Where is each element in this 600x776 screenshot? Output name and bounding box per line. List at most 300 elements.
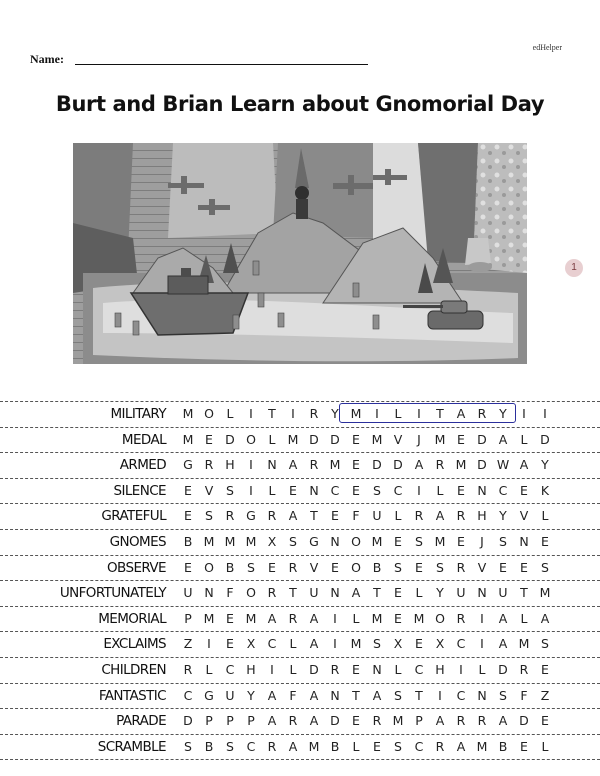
puzzle-letter[interactable]: L — [478, 661, 486, 677]
puzzle-letter[interactable]: M — [182, 406, 194, 421]
puzzle-letter[interactable]: X — [393, 636, 403, 652]
puzzle-letter[interactable]: I — [438, 687, 442, 703]
puzzle-letter[interactable]: N — [477, 687, 487, 703]
puzzle-letter[interactable]: O — [246, 585, 256, 601]
puzzle-letter[interactable]: M — [539, 585, 551, 601]
puzzle-letter[interactable]: B — [330, 738, 340, 754]
puzzle-letter[interactable]: C — [267, 636, 277, 652]
letter-strip — [178, 713, 598, 731]
puzzle-letter[interactable]: A — [435, 508, 445, 524]
letter-strip — [178, 560, 598, 578]
puzzle-letter[interactable]: E — [205, 431, 213, 447]
puzzle-letter[interactable]: L — [352, 610, 360, 626]
puzzle-row — [0, 580, 600, 606]
puzzle-letter[interactable]: I — [522, 406, 526, 421]
puzzle-letter[interactable]: A — [309, 610, 319, 626]
puzzle-letter[interactable]: S — [226, 738, 234, 754]
puzzle-letter[interactable]: N — [309, 482, 319, 498]
puzzle-letter[interactable]: V — [204, 482, 214, 498]
puzzle-letter[interactable]: M — [245, 610, 257, 626]
name-row — [30, 52, 370, 66]
puzzle-letter[interactable]: B — [204, 738, 214, 754]
puzzle-letter[interactable]: U — [456, 585, 466, 601]
puzzle-letter[interactable]: A — [267, 713, 277, 729]
puzzle-letter[interactable]: R — [372, 713, 382, 729]
puzzle-letter[interactable]: P — [184, 610, 192, 626]
puzzle-letter[interactable]: O — [246, 431, 256, 447]
puzzle-letter[interactable]: I — [480, 610, 484, 626]
puzzle-letter[interactable]: O — [351, 533, 361, 549]
puzzle-letter[interactable]: E — [352, 457, 360, 473]
puzzle-letter[interactable]: E — [457, 482, 465, 498]
vocab-word: GRATEFUL — [101, 508, 166, 525]
puzzle-letter[interactable]: I — [333, 610, 337, 626]
letter-strip — [178, 636, 598, 654]
puzzle-letter[interactable]: D — [519, 713, 529, 729]
puzzle-letter[interactable]: M — [518, 636, 530, 652]
puzzle-letter[interactable]: R — [267, 738, 277, 754]
vocab-word: MEMORIAL — [98, 610, 166, 627]
puzzle-letter[interactable]: W — [496, 457, 510, 473]
letter-strip — [178, 483, 598, 501]
puzzle-letter[interactable]: S — [499, 687, 507, 703]
puzzle-letter[interactable]: M — [203, 533, 215, 549]
puzzle-letter[interactable]: R — [267, 585, 277, 601]
puzzle-letter[interactable]: N — [372, 661, 382, 677]
puzzle-letter[interactable]: A — [456, 406, 466, 421]
puzzle-letter[interactable]: T — [289, 585, 297, 601]
puzzle-letter[interactable]: G — [204, 687, 214, 703]
puzzle-letter[interactable]: C — [456, 687, 466, 703]
puzzle-letter[interactable]: N — [330, 533, 340, 549]
puzzle-letter[interactable]: L — [205, 661, 213, 677]
puzzle-letter[interactable]: E — [352, 661, 360, 677]
puzzle-letter[interactable]: T — [373, 585, 381, 601]
puzzle-letter[interactable]: K — [540, 482, 550, 498]
puzzle-letter[interactable]: S — [184, 738, 192, 754]
name-label: Name: — [30, 52, 64, 66]
puzzle-letter[interactable]: I — [291, 406, 295, 421]
puzzle-letter[interactable]: Y — [499, 508, 507, 524]
puzzle-letter[interactable]: D — [225, 431, 235, 447]
puzzle-letter[interactable]: J — [417, 431, 421, 447]
puzzle-letter[interactable]: M — [224, 533, 236, 549]
puzzle-letter[interactable]: E — [373, 738, 381, 754]
puzzle-letter[interactable]: F — [226, 585, 234, 601]
puzzle-letter[interactable]: G — [246, 508, 256, 524]
puzzle-letter[interactable]: I — [270, 661, 274, 677]
puzzle-letter[interactable]: R — [225, 508, 235, 524]
puzzle-letter[interactable]: J — [480, 533, 484, 549]
puzzle-letter[interactable]: R — [477, 713, 487, 729]
letter-strip — [178, 739, 598, 757]
letter-strip — [178, 662, 598, 680]
puzzle-letter[interactable]: A — [309, 636, 319, 652]
puzzle-letter[interactable]: I — [417, 482, 421, 498]
vocab-word: MILITARY — [110, 406, 166, 422]
puzzle-letter[interactable]: T — [436, 406, 444, 421]
puzzle-letter[interactable]: E — [352, 713, 360, 729]
puzzle-letter[interactable]: C — [393, 482, 403, 498]
puzzle-letter[interactable]: D — [330, 713, 340, 729]
letter-strip — [178, 534, 598, 552]
puzzle-letter[interactable]: V — [519, 508, 529, 524]
puzzle-letter[interactable]: L — [226, 406, 234, 421]
puzzle-row — [0, 708, 600, 734]
puzzle-letter[interactable]: O — [204, 406, 214, 421]
puzzle-letter[interactable]: H — [435, 661, 445, 677]
puzzle-letter[interactable]: E — [226, 610, 234, 626]
puzzle-letter[interactable]: N — [330, 585, 340, 601]
name-entry-line[interactable] — [75, 64, 368, 65]
puzzle-letter[interactable]: D — [330, 431, 340, 447]
puzzle-letter[interactable]: E — [184, 559, 192, 575]
puzzle-letter[interactable]: D — [477, 431, 487, 447]
puzzle-letter[interactable]: I — [249, 457, 253, 473]
puzzle-letter[interactable]: E — [394, 533, 402, 549]
puzzle-letter[interactable]: M — [371, 610, 383, 626]
puzzle-letter[interactable]: E — [352, 482, 360, 498]
puzzle-letter[interactable]: C — [183, 687, 193, 703]
puzzle-letter[interactable]: R — [414, 508, 424, 524]
puzzle-letter[interactable]: I — [480, 636, 484, 652]
puzzle-letter[interactable]: R — [267, 508, 277, 524]
puzzle-letter[interactable]: M — [182, 431, 194, 447]
puzzle-letter[interactable]: L — [541, 738, 549, 754]
puzzle-letter[interactable]: D — [540, 431, 550, 447]
puzzle-letter[interactable]: S — [373, 636, 381, 652]
puzzle-letter[interactable]: A — [267, 687, 277, 703]
puzzle-letter[interactable]: A — [372, 687, 382, 703]
puzzle-letter[interactable]: A — [267, 610, 277, 626]
puzzle-letter[interactable]: D — [183, 713, 193, 729]
puzzle-letter[interactable]: L — [289, 661, 297, 677]
puzzle-letter[interactable]: O — [435, 610, 445, 626]
puzzle-letter[interactable]: E — [268, 559, 276, 575]
vocab-word: PARADE — [116, 713, 166, 730]
puzzle-letter[interactable]: L — [394, 508, 402, 524]
puzzle-letter[interactable]: I — [333, 636, 337, 652]
puzzle-letter[interactable]: L — [394, 406, 402, 421]
puzzle-letter[interactable]: R — [309, 457, 319, 473]
puzzle-row — [0, 734, 600, 761]
puzzle-letter[interactable]: E — [520, 559, 528, 575]
letter-strip — [178, 688, 598, 706]
puzzle-letter[interactable]: C — [456, 636, 466, 652]
vocab-word: FANTASTIC — [98, 687, 166, 704]
puzzle-letter[interactable]: N — [204, 585, 214, 601]
puzzle-letter[interactable]: Y — [331, 406, 339, 421]
vocab-word: MEDAL — [121, 431, 166, 448]
story-illustration — [73, 143, 527, 364]
puzzle-letter[interactable]: A — [414, 457, 424, 473]
letter-strip — [178, 432, 598, 450]
puzzle-letter[interactable]: M — [434, 533, 446, 549]
puzzle-row — [0, 478, 600, 504]
puzzle-letter[interactable]: A — [456, 738, 466, 754]
puzzle-letter[interactable]: R — [435, 738, 445, 754]
puzzle-letter[interactable]: D — [477, 457, 487, 473]
puzzle-letter[interactable]: R — [477, 406, 487, 421]
puzzle-letter[interactable]: L — [520, 610, 528, 626]
puzzle-letter[interactable]: M — [308, 738, 320, 754]
puzzle-letter[interactable]: F — [289, 687, 297, 703]
puzzle-letter[interactable]: E — [415, 559, 423, 575]
puzzle-letter[interactable]: P — [226, 713, 234, 729]
puzzle-letter[interactable]: T — [352, 687, 360, 703]
puzzle-letter[interactable]: R — [435, 457, 445, 473]
puzzle-letter[interactable]: T — [415, 687, 423, 703]
puzzle-letter[interactable]: Y — [247, 687, 255, 703]
puzzle-letter[interactable]: R — [288, 713, 298, 729]
puzzle-letter[interactable]: A — [309, 687, 319, 703]
puzzle-letter[interactable]: N — [477, 482, 487, 498]
puzzle-letter[interactable]: M — [434, 431, 446, 447]
puzzle-letter[interactable]: E — [289, 482, 297, 498]
puzzle-letter[interactable]: S — [394, 559, 402, 575]
puzzle-row — [0, 631, 600, 657]
puzzle-letter[interactable]: D — [372, 457, 382, 473]
puzzle-letter[interactable]: T — [310, 508, 318, 524]
puzzle-letter[interactable]: A — [540, 610, 550, 626]
puzzle-letter[interactable]: A — [288, 508, 298, 524]
puzzle-letter[interactable]: L — [289, 636, 297, 652]
puzzle-letter[interactable]: L — [394, 661, 402, 677]
puzzle-row — [0, 657, 600, 683]
puzzle-letter[interactable]: D — [498, 661, 508, 677]
puzzle-letter[interactable]: I — [249, 482, 253, 498]
puzzle-letter[interactable]: L — [352, 738, 360, 754]
vocab-word: UNFORTUNATELY — [59, 585, 166, 602]
puzzle-letter[interactable]: H — [477, 508, 487, 524]
puzzle-row — [0, 529, 600, 555]
puzzle-letter[interactable]: F — [520, 687, 528, 703]
puzzle-letter[interactable]: Y — [436, 585, 444, 601]
puzzle-letter[interactable]: N — [477, 585, 487, 601]
puzzle-letter[interactable]: R — [456, 559, 466, 575]
puzzle-letter[interactable]: E — [541, 713, 549, 729]
puzzle-row — [0, 503, 600, 529]
puzzle-letter[interactable]: S — [394, 687, 402, 703]
puzzle-letter[interactable]: E — [415, 636, 423, 652]
page-number-badge: 1 — [565, 259, 583, 277]
puzzle-letter[interactable]: B — [183, 533, 193, 549]
puzzle-letter[interactable]: C — [414, 661, 424, 677]
puzzle-letter[interactable]: C — [246, 738, 256, 754]
puzzle-letter[interactable]: D — [309, 431, 319, 447]
puzzle-letter[interactable]: E — [394, 610, 402, 626]
puzzle-letter[interactable]: M — [371, 533, 383, 549]
puzzle-letter[interactable]: M — [329, 457, 341, 473]
puzzle-letter[interactable]: E — [499, 559, 507, 575]
puzzle-letter[interactable]: S — [415, 533, 423, 549]
puzzle-letter[interactable]: U — [498, 585, 508, 601]
puzzle-letter[interactable]: V — [309, 559, 319, 575]
puzzle-letter[interactable]: E — [331, 559, 339, 575]
vocab-word: SCRAMBLE — [97, 738, 166, 755]
puzzle-letter[interactable]: A — [288, 738, 298, 754]
puzzle-letter[interactable]: G — [309, 533, 319, 549]
vocab-word: ARMED — [119, 457, 166, 474]
puzzle-letter[interactable]: Y — [499, 406, 507, 421]
puzzle-letter[interactable]: E — [184, 482, 192, 498]
puzzle-letter[interactable]: U — [225, 687, 235, 703]
puzzle-letter[interactable]: I — [543, 406, 547, 421]
letter-strip — [178, 585, 598, 603]
puzzle-letter[interactable]: L — [415, 585, 423, 601]
puzzle-letter[interactable]: A — [498, 610, 508, 626]
puzzle-letter[interactable]: R — [204, 457, 214, 473]
puzzle-letter[interactable]: S — [289, 533, 297, 549]
puzzle-letter[interactable]: P — [205, 713, 213, 729]
puzzle-letter[interactable]: E — [226, 636, 234, 652]
puzzle-letter[interactable]: M — [245, 533, 257, 549]
puzzle-letter[interactable]: O — [351, 559, 361, 575]
puzzle-letter[interactable]: X — [435, 636, 445, 652]
vocab-word: OBSERVE — [107, 559, 166, 576]
puzzle-row — [0, 683, 600, 709]
puzzle-row — [0, 427, 600, 453]
puzzle-letter[interactable]: C — [498, 482, 508, 498]
puzzle-row — [0, 606, 600, 632]
puzzle-letter[interactable]: V — [477, 559, 487, 575]
puzzle-letter[interactable]: L — [436, 482, 444, 498]
puzzle-letter[interactable]: T — [268, 406, 276, 421]
puzzle-letter[interactable]: L — [268, 482, 276, 498]
puzzle-letter[interactable]: S — [226, 482, 234, 498]
puzzle-letter[interactable]: A — [498, 713, 508, 729]
puzzle-letter[interactable]: U — [183, 585, 193, 601]
vocab-word: EXCLAIMS — [103, 636, 166, 653]
puzzle-letter[interactable]: N — [330, 687, 340, 703]
puzzle-letter[interactable]: L — [268, 431, 276, 447]
puzzle-letter[interactable]: B — [498, 738, 508, 754]
puzzle-letter[interactable]: L — [541, 508, 549, 524]
puzzle-letter[interactable]: M — [350, 406, 362, 421]
puzzle-letter[interactable]: P — [247, 713, 255, 729]
puzzle-letter[interactable]: B — [225, 559, 235, 575]
puzzle-letter[interactable]: E — [394, 585, 402, 601]
puzzle-letter[interactable]: N — [519, 533, 529, 549]
puzzle-letter[interactable]: M — [287, 431, 299, 447]
puzzle-letter[interactable]: H — [246, 661, 256, 677]
puzzle-letter[interactable]: A — [498, 636, 508, 652]
puzzle-letter[interactable]: S — [436, 559, 444, 575]
puzzle-letter[interactable]: C — [414, 738, 424, 754]
puzzle-letter[interactable]: E — [352, 431, 360, 447]
puzzle-letter[interactable]: E — [457, 533, 465, 549]
worksheet-title: Burt and Brian Learn about Gnomorial Day — [55, 92, 545, 116]
letter-strip — [178, 508, 598, 526]
puzzle-letter[interactable]: D — [309, 661, 319, 677]
puzzle-letter[interactable]: L — [520, 431, 528, 447]
puzzle-letter[interactable]: R — [309, 406, 319, 421]
puzzle-letter[interactable]: B — [372, 559, 382, 575]
puzzle-letter[interactable]: U — [309, 585, 319, 601]
vocab-word: CHILDREN — [101, 661, 166, 678]
vocab-word: SILENCE — [113, 482, 166, 499]
puzzle-letter[interactable]: Z — [183, 636, 193, 652]
puzzle-letter[interactable]: R — [288, 559, 298, 575]
puzzle-letter[interactable]: R — [519, 661, 529, 677]
puzzle-letter[interactable]: S — [205, 508, 213, 524]
puzzle-letter[interactable]: O — [204, 559, 214, 575]
letter-strip — [178, 611, 598, 629]
puzzle-letter[interactable]: I — [459, 661, 463, 677]
puzzle-letter[interactable]: S — [247, 559, 255, 575]
puzzle-letter[interactable]: M — [350, 636, 362, 652]
puzzle-letter[interactable]: C — [225, 661, 235, 677]
puzzle-letter[interactable]: U — [372, 508, 382, 524]
puzzle-letter[interactable]: M — [371, 431, 383, 447]
puzzle-letter[interactable]: A — [519, 457, 529, 473]
letter-strip — [178, 457, 598, 475]
puzzle-letter[interactable]: M — [413, 610, 425, 626]
word-search-puzzle — [0, 401, 600, 760]
puzzle-letter[interactable]: E — [520, 738, 528, 754]
vocab-word: GNOMES — [109, 533, 166, 550]
puzzle-letter[interactable]: R — [288, 610, 298, 626]
puzzle-letter[interactable]: E — [541, 661, 549, 677]
puzzle-letter[interactable]: A — [309, 713, 319, 729]
puzzle-letter[interactable]: A — [498, 431, 508, 447]
puzzle-letter[interactable]: M — [476, 738, 488, 754]
puzzle-letter[interactable]: I — [249, 406, 253, 421]
puzzle-letter[interactable]: R — [183, 661, 193, 677]
puzzle-letter[interactable]: M — [392, 713, 404, 729]
puzzle-letter[interactable]: I — [207, 636, 211, 652]
puzzle-letter[interactable]: N — [267, 457, 277, 473]
found-word-highlight — [339, 403, 516, 423]
puzzle-letter[interactable]: R — [456, 508, 466, 524]
puzzle-letter[interactable]: E — [184, 508, 192, 524]
puzzle-letter[interactable]: X — [246, 636, 256, 652]
puzzle-letter[interactable]: E — [331, 508, 339, 524]
puzzle-letter[interactable]: C — [330, 482, 340, 498]
puzzle-letter[interactable]: Y — [541, 457, 549, 473]
puzzle-letter[interactable]: S — [541, 636, 549, 652]
puzzle-letter[interactable]: S — [541, 559, 549, 575]
puzzle-letter[interactable]: S — [394, 738, 402, 754]
puzzle-letter[interactable]: E — [541, 533, 549, 549]
puzzle-letter[interactable]: E — [457, 431, 465, 447]
puzzle-letter[interactable]: D — [393, 457, 403, 473]
puzzle-letter[interactable]: R — [456, 610, 466, 626]
puzzle-letter[interactable]: I — [417, 406, 421, 421]
puzzle-letter[interactable]: P — [415, 713, 423, 729]
puzzle-letter[interactable]: M — [203, 610, 215, 626]
puzzle-letter[interactable]: T — [520, 585, 528, 601]
puzzle-letter[interactable]: H — [225, 457, 235, 473]
puzzle-letter[interactable]: A — [288, 457, 298, 473]
puzzle-letter[interactable]: A — [351, 585, 361, 601]
puzzle-letter[interactable]: Z — [540, 687, 550, 703]
puzzle-letter[interactable]: M — [455, 457, 467, 473]
puzzle-letter[interactable]: V — [393, 431, 403, 447]
puzzle-letter[interactable]: E — [520, 482, 528, 498]
puzzle-letter[interactable]: S — [499, 533, 507, 549]
puzzle-row — [0, 555, 600, 581]
puzzle-letter[interactable]: I — [375, 406, 379, 421]
puzzle-letter[interactable]: A — [435, 713, 445, 729]
puzzle-letter[interactable]: X — [267, 533, 277, 549]
puzzle-letter[interactable]: F — [352, 508, 360, 524]
puzzle-row — [0, 401, 600, 427]
puzzle-letter[interactable]: R — [330, 661, 340, 677]
puzzle-letter[interactable]: S — [373, 482, 381, 498]
puzzle-letter[interactable]: G — [183, 457, 193, 473]
puzzle-letter[interactable]: R — [456, 713, 466, 729]
